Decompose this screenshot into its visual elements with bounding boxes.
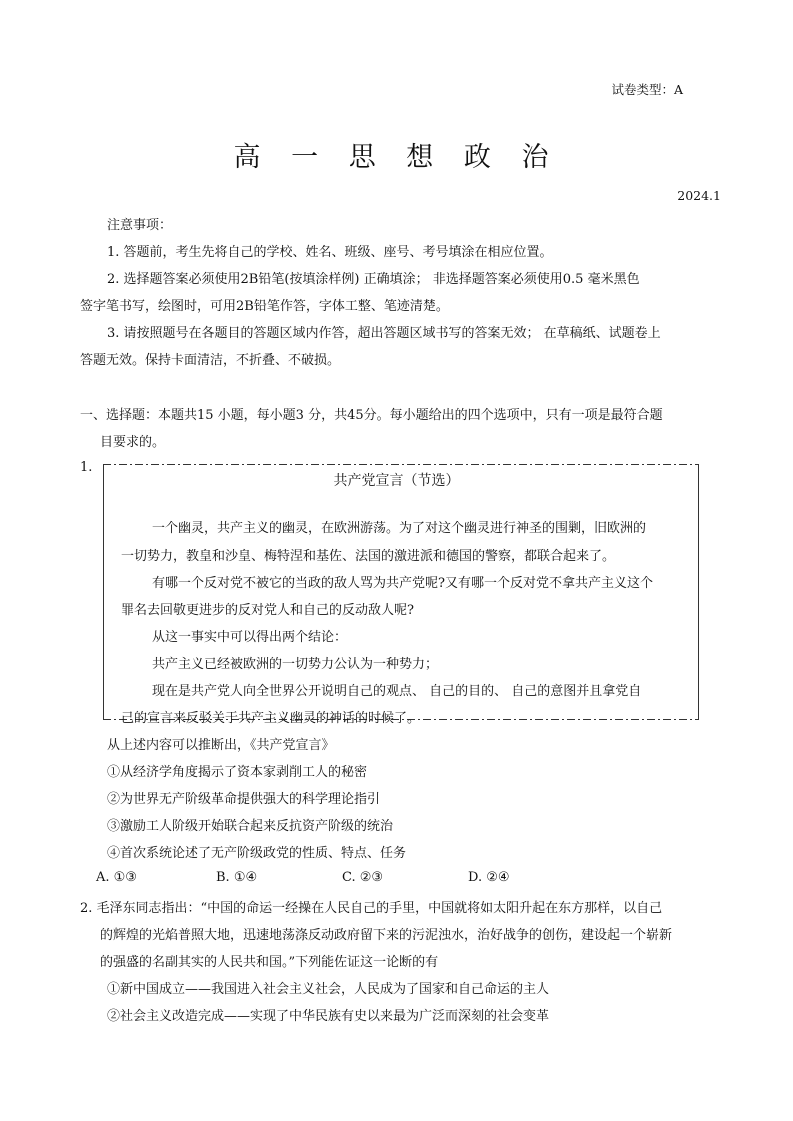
excerpt-line: 一个幽灵，共产主义的幽灵，在欧洲游荡。为了对这个幽灵进行神圣的围剿，旧欧洲的 [152, 521, 647, 536]
excerpt-line: 从这一事实中可以得出两个结论： [152, 630, 348, 645]
option-a: A. ①③ [96, 870, 137, 885]
option-b: B. ①④ [216, 870, 258, 885]
section-1-line: 目要求的。 [100, 435, 166, 450]
excerpt-line: 现在是共产党人向全世界公开说明自己的观点、 自己的目的、 自己的意图并且拿党自 [152, 684, 642, 699]
notice-item: 答题无效。保持卡面清洁，不折叠、不破损。 [80, 353, 341, 368]
statement: ④首次系统论述了无产阶级政党的性质、特点、任务 [107, 846, 407, 861]
notice-heading: 注意事项： [107, 218, 173, 233]
statement: ①新中国成立——我国进入社会主义社会，人民成为了国家和自己命运的主人 [107, 982, 550, 997]
question-line: 的辉煌的光焰普照大地，迅速地荡涤反动政府留下来的污泥浊水，治好战争的创伤，建设起一个崭新 [100, 928, 673, 943]
excerpt-line: 一切势力，教皇和沙皇、梅特涅和基佐、法国的激进派和德国的警察，都联合起来了。 [121, 549, 616, 564]
notice-item: 1. 答题前，考生先将自己的学校、姓名、班级、座号、考号填涂在相应位置。 [107, 245, 553, 260]
statement: ③激励工人阶级开始联合起来反抗资产阶级的统治 [107, 819, 394, 834]
excerpt-line: 罪名去回敬更进步的反对党人和自己的反动敌人呢? [121, 603, 414, 618]
section-1-line: 一、选择题：本题共15 小题，每小题3 分，共45分。每小题给出的四个选项中，只有一项是最符合题 [80, 408, 663, 423]
question-line: 的强盛的名副其实的人民共和国。”下列能佐证这一论断的有 [100, 955, 439, 970]
statement: ②为世界无产阶级革命提供强大的科学理论指引 [107, 792, 381, 807]
excerpt-title: 共产党宣言（节选） [333, 473, 460, 489]
notice-item: 签字笔书写，绘图时，可用2B铅笔作答，字体工整、笔迹清楚。 [80, 299, 449, 314]
excerpt-line: 己的宣言来反驳关于共产主义幽灵的神话的时候了。 [121, 711, 421, 726]
page-title: 高 一 思 想 政 治 [233, 142, 560, 173]
question-line: 2. 毛泽东同志指出：“中国的命运一经操在人民自己的手里，中国就将如太阳升起在东方那样，以自己 [80, 901, 663, 916]
statement: ①从经济学角度揭示了资本家剥削工人的秘密 [107, 765, 368, 780]
question-number: 1. [80, 460, 93, 475]
statement: ②社会主义改造完成——实现了中华民族有史以来最为广泛而深刻的社会变革 [107, 1009, 550, 1024]
option-c: C. ②③ [342, 870, 384, 885]
excerpt-line: 有哪一个反对党不被它的当政的敌人骂为共产党呢?又有哪一个反对党不拿共产主义这个 [152, 576, 653, 591]
exam-date: 2024.1 [677, 188, 721, 203]
paper-type-label: 试卷类型：A [611, 82, 683, 97]
notice-item: 3. 请按照题号在各题目的答题区域内作答，超出答题区域书写的答案无效； 在草稿纸、试题卷上 [107, 326, 661, 341]
option-d: D. ②④ [468, 870, 510, 885]
question-stem: 从上述内容可以推断出，《共产党宣言》 [107, 738, 335, 753]
excerpt-line: 共产主义已经被欧洲的一切势力公认为一种势力； [152, 657, 439, 672]
notice-item: 2. 选择题答案必须使用2B铅笔(按填涂样例) 正确填涂； 非选择题答案必须使用0.5 毫米黑色 [107, 272, 640, 287]
